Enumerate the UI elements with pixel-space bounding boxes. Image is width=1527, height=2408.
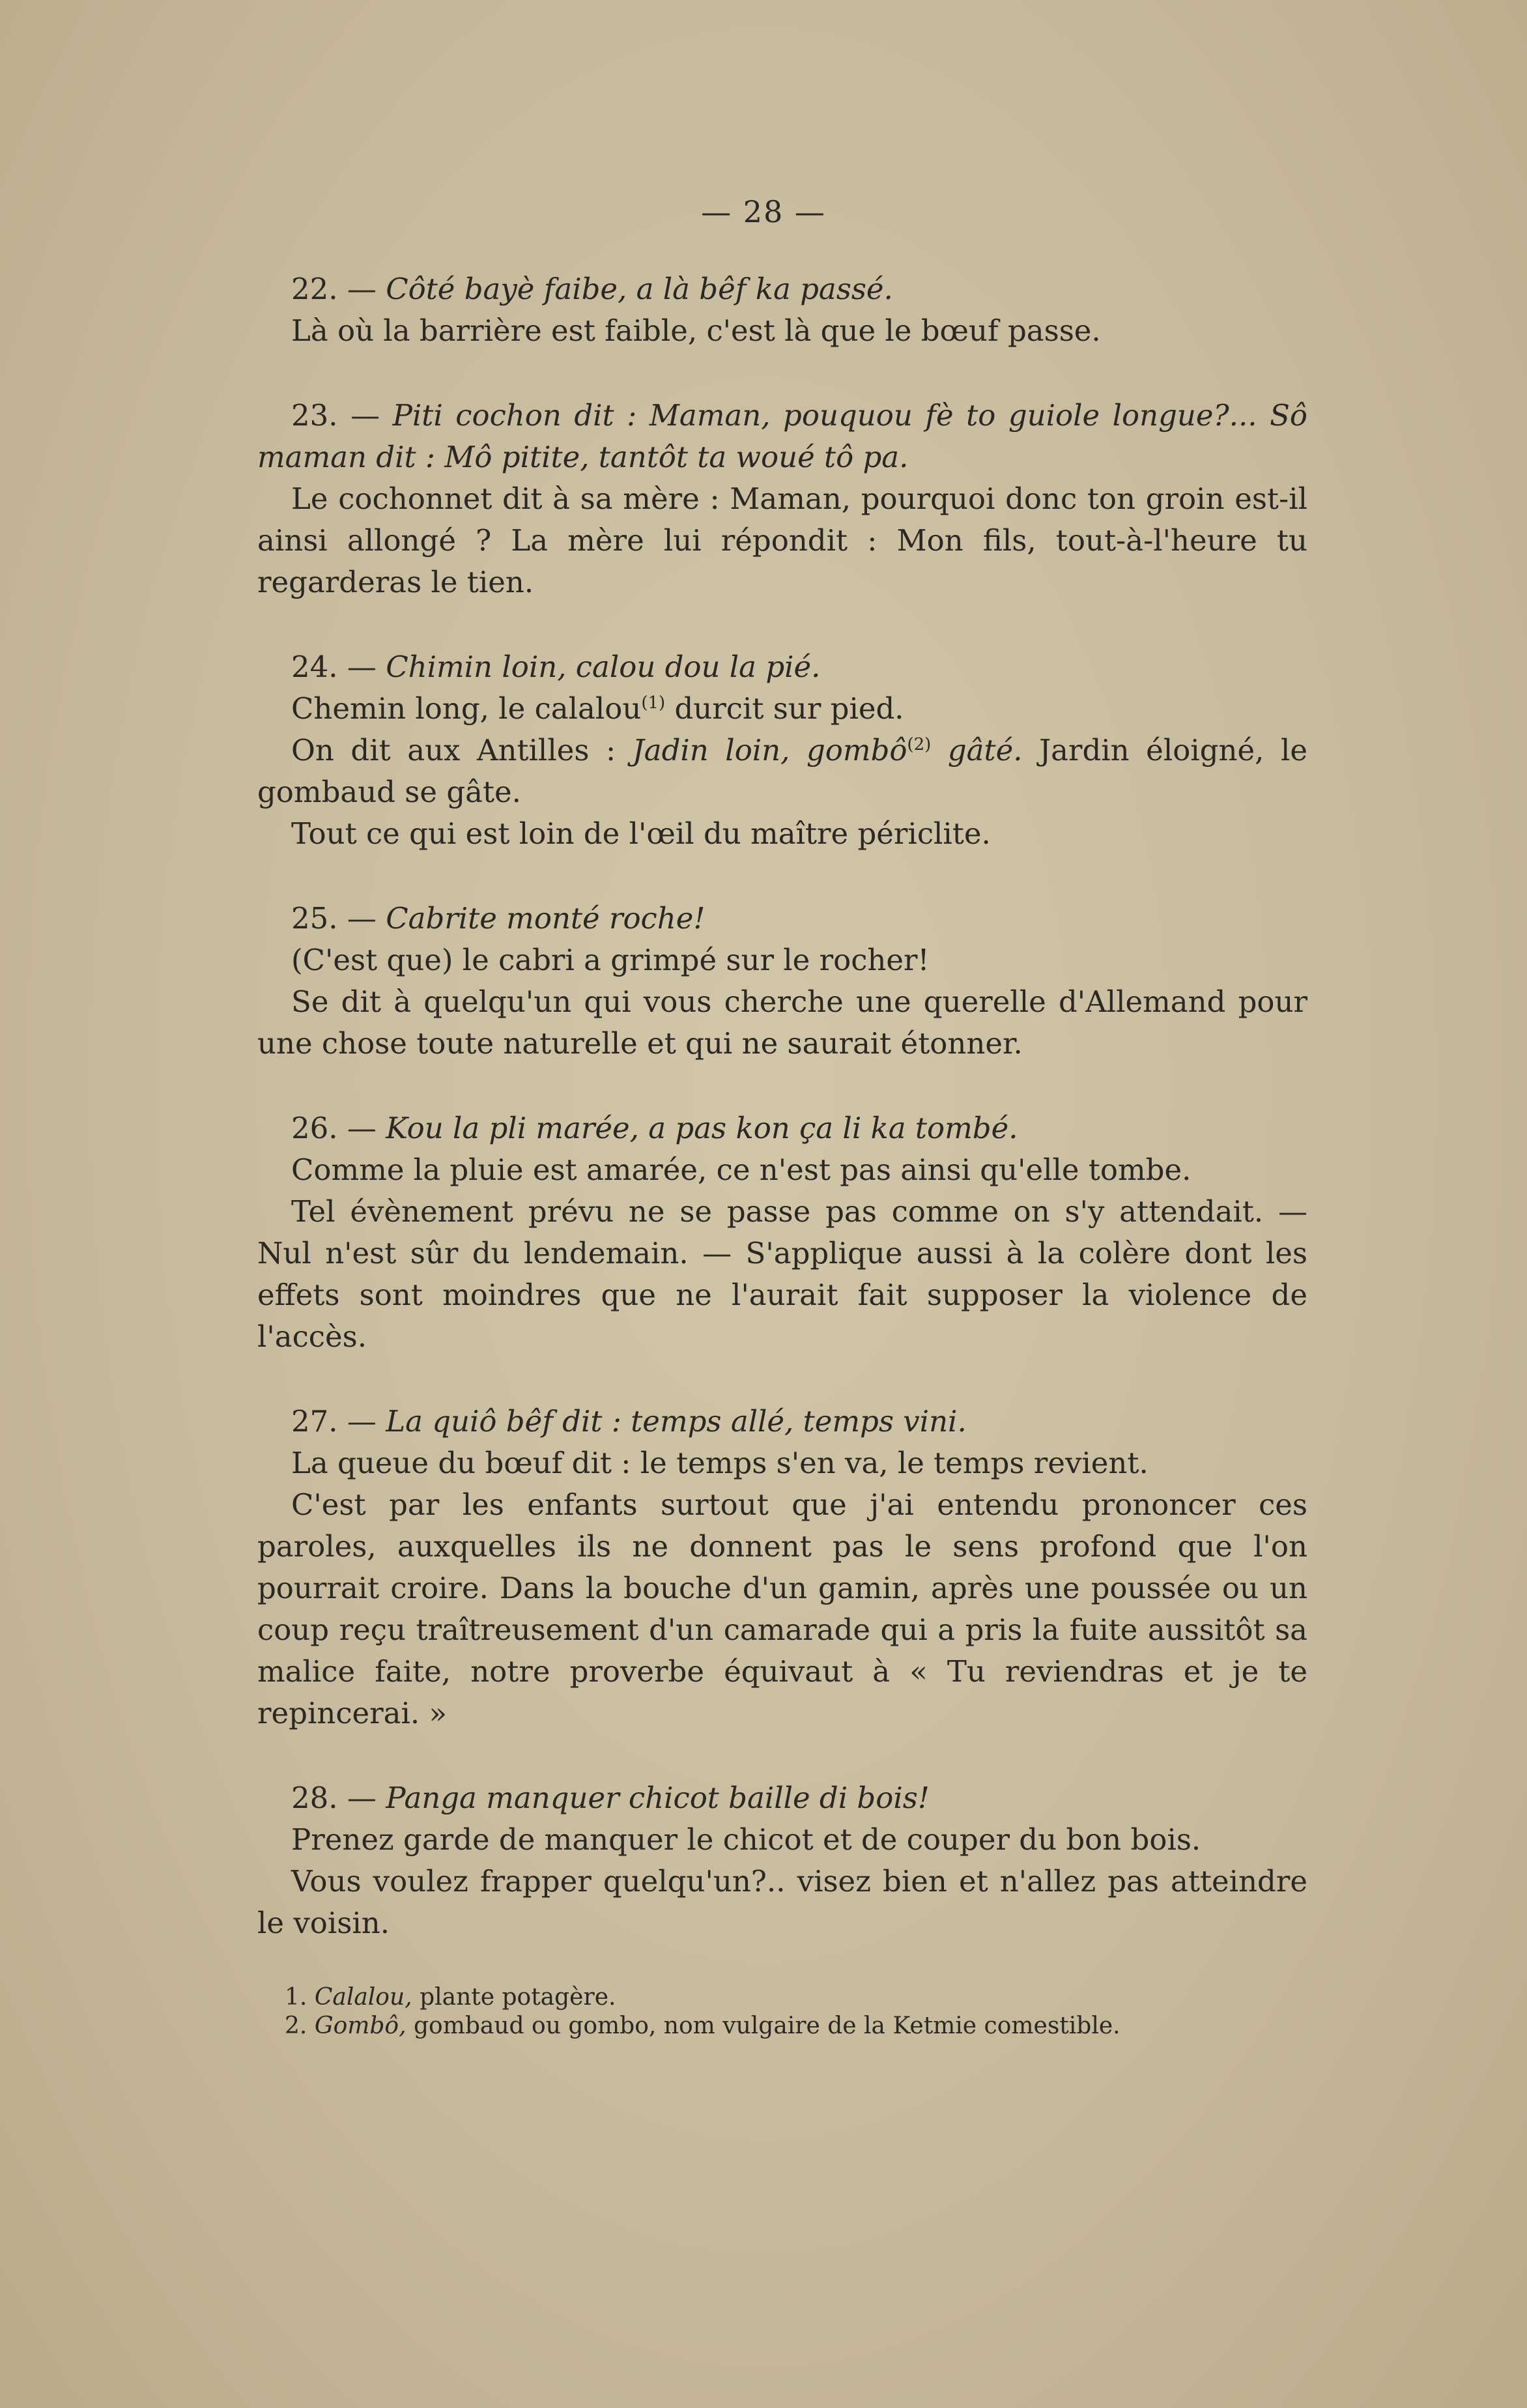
proverb-dash: —	[337, 272, 386, 306]
proverb-heading	[257, 1108, 1307, 1149]
proverb-text: Panga manquer chicot baille di bois!	[386, 1781, 930, 1815]
note-text: On dit aux Antilles :	[291, 733, 633, 767]
footnote-ref-2: (2)	[907, 735, 932, 754]
footnote-text: gombaud ou gombo, nom vulgaire de la Ketmie comestible.	[406, 2013, 1120, 2039]
moral-paragraph: Tout ce qui est loin de l'œil du maître périclite.	[291, 816, 991, 851]
translation-paragraph: Le cochonnet dit à sa mère : Maman, pourquoi donc ton groin est-il ainsi allongé ? La mère lui répondit : Mon fils, tout-à-l'heure tu regarderas le tien.	[257, 481, 1307, 599]
proverb-number: 24.	[291, 650, 338, 684]
note-paragraph	[257, 730, 1307, 813]
footnotes	[285, 1983, 1327, 2041]
proverb-heading	[257, 1401, 1307, 1442]
proverb-dash: —	[337, 650, 386, 684]
translation-paragraph: Prenez garde de manquer le chicot et de couper du bon bois.	[291, 1822, 1201, 1857]
translation-text: durcit sur pied.	[665, 691, 904, 726]
proverb-text: Chimin loin, calou dou la pié.	[386, 650, 821, 684]
proverb-text: Kou la pli marée, a pas kon ça li ka tombé.	[386, 1111, 1018, 1145]
proverb-heading	[257, 268, 1307, 310]
proverb-dash: —	[337, 1111, 386, 1145]
note-paragraph: Vous voulez frapper quelqu'un?.. visez bien et n'allez pas atteindre le voisin.	[257, 1864, 1307, 1940]
translation-paragraph: (C'est que) le cabri a grimpé sur le rocher!	[291, 943, 930, 977]
proverb-entry-28	[257, 1777, 1307, 1944]
proverb-entry-24	[257, 646, 1307, 855]
proverb-heading	[257, 1777, 1307, 1819]
proverb-heading	[257, 395, 1307, 478]
footnote-2	[285, 2012, 1327, 2041]
proverb-number: 23.	[291, 398, 338, 433]
translation-paragraph: Comme la pluie est amarée, ce n'est pas ainsi qu'elle tombe.	[291, 1153, 1192, 1187]
proverb-text: La quiô bêf dit : temps allé, temps vini.	[386, 1404, 967, 1439]
footnote-text: plante potagère.	[412, 1984, 616, 2011]
translation-paragraph: La queue du bœuf dit : le temps s'en va, le temps revient.	[291, 1446, 1149, 1480]
footnote-1	[285, 1983, 1327, 2012]
proverb-number: 26.	[291, 1111, 338, 1145]
proverb-number: 25.	[291, 901, 338, 936]
proverb-number: 27.	[291, 1404, 338, 1439]
proverb-entry-22	[257, 268, 1307, 352]
footnote-number: 2.	[285, 2013, 307, 2039]
translation-paragraph: Là où la barrière est faible, c'est là que le bœuf passe.	[291, 313, 1101, 348]
proverb-heading	[257, 898, 1307, 939]
footnote-number: 1.	[285, 1984, 307, 2011]
page-number: — 28 —	[701, 194, 826, 229]
proverb-entry-26	[257, 1108, 1307, 1358]
proverb-text: Piti cochon dit : Maman, pouquou fè to guiole longue?... Sô maman dit : Mô pitite, tantôt ta woué tô pa.	[257, 398, 1307, 474]
antilles-proverb: gâté.	[931, 733, 1023, 767]
proverb-dash: —	[337, 398, 393, 433]
footnote-term: Calalou,	[314, 1984, 412, 2011]
note-paragraph: Se dit à quelqu'un qui vous cherche une querelle d'Allemand pour une chose toute naturelle et qui ne saurait étonner.	[257, 984, 1307, 1061]
translation-text: Chemin long, le calalou	[291, 691, 642, 726]
proverb-entry-27	[257, 1401, 1307, 1734]
proverb-entry-23	[257, 395, 1307, 603]
proverb-text: Cabrite monté roche!	[386, 901, 706, 936]
footnote-term: Gombô,	[314, 2013, 407, 2039]
proverb-dash: —	[337, 1781, 386, 1815]
note-text: Jardin éloigné, le gombaud se gâte.	[257, 733, 1307, 809]
proverb-number: 22.	[291, 272, 338, 306]
proverb-dash: —	[337, 901, 386, 936]
proverb-heading	[257, 646, 1307, 688]
page-body	[257, 268, 1307, 1987]
proverb-entry-25	[257, 898, 1307, 1065]
proverb-dash: —	[337, 1404, 386, 1439]
proverb-text: Côté bayè faibe, a là bêf ka passé.	[386, 272, 893, 306]
translation-paragraph	[257, 688, 1307, 730]
note-paragraph: C'est par les enfants surtout que j'ai entendu prononcer ces paroles, auxquelles ils ne donnent pas le sens profond que l'on pourrait croire. Dans la bouche d'un gamin, après une poussée ou un coup reçu traîtreusement d'un camarade qui a pris la fuite aussitôt sa malice faite, notre proverbe équivaut à « Tu reviendras et je te repincerai. »	[257, 1487, 1307, 1730]
antilles-proverb: Jadin loin, gombô	[632, 733, 907, 767]
note-paragraph: Tel évènement prévu ne se passe pas comme on s'y attendait. — Nul n'est sûr du lendemain. — S'applique aussi à la colère dont les effets sont moindres que ne l'aurait fait supposer la violence de l'accès.	[257, 1194, 1307, 1354]
footnote-ref-1: (1)	[641, 693, 666, 713]
proverb-number: 28.	[291, 1781, 338, 1815]
